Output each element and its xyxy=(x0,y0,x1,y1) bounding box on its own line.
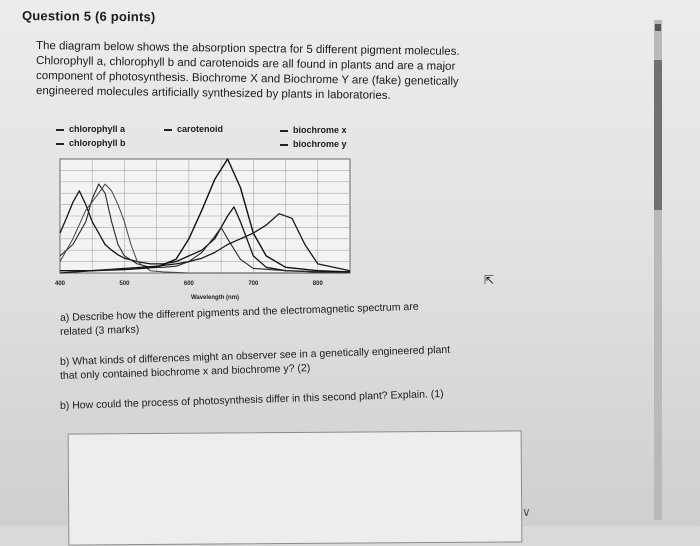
legend-biochrome-x: biochrome x xyxy=(280,125,347,135)
pen-mark-icon: ∨ xyxy=(522,505,531,519)
absorption-spectra-chart xyxy=(54,155,358,305)
scrollbar[interactable] xyxy=(654,20,662,520)
question-b1-line-2: that only contained biochrome x and biochrome y? (2) xyxy=(59,362,311,382)
intro-line-2: Chlorophyll a, chlorophyll b and carotenoids are all found in plants and are a major xyxy=(35,55,456,73)
x-tick-label: 600 xyxy=(183,281,194,287)
scrollbar-thumb[interactable] xyxy=(654,60,662,210)
cursor-icon: ⇱ xyxy=(484,273,495,287)
scroll-up-icon[interactable] xyxy=(655,24,661,31)
intro-line-4: engineered molecules artificially synthesized by plants in laboratories. xyxy=(35,85,391,102)
question-a-line-2: related (3 marks) xyxy=(59,323,140,338)
legend-chlorophyll-a: chlorophyll a xyxy=(56,124,125,134)
question-b2-line: b) How could the process of photosynthesis differ in this second plant? Explain. (1) xyxy=(59,387,444,412)
legend-chlorophyll-b: chlorophyll b xyxy=(56,138,126,148)
intro-line-3: component of photosynthesis. Biochrome X and Biochrome Y are (fake) genetically xyxy=(35,70,459,88)
question-a-line-1: a) Describe how the different pigments and the electromagnetic spectrum are xyxy=(59,300,419,324)
x-tick-label: 800 xyxy=(312,281,323,287)
x-tick-label: 400 xyxy=(54,281,66,287)
question-title: Question 5 (6 points) xyxy=(21,8,156,25)
legend-carotenoid: carotenoid xyxy=(164,124,223,134)
x-tick-label: 700 xyxy=(248,281,259,287)
intro-line-1: The diagram below shows the absorption spectra for 5 different pigment molecules. xyxy=(35,40,460,58)
legend-biochrome-y: biochrome y xyxy=(280,139,347,149)
question-b1-line-1: b) What kinds of differences might an observer see in a genetically engineered plant xyxy=(59,343,451,368)
x-axis-label: Wavelength (nm) xyxy=(190,295,240,301)
x-tick-label: 500 xyxy=(119,281,130,287)
answer-textarea[interactable] xyxy=(68,430,523,545)
